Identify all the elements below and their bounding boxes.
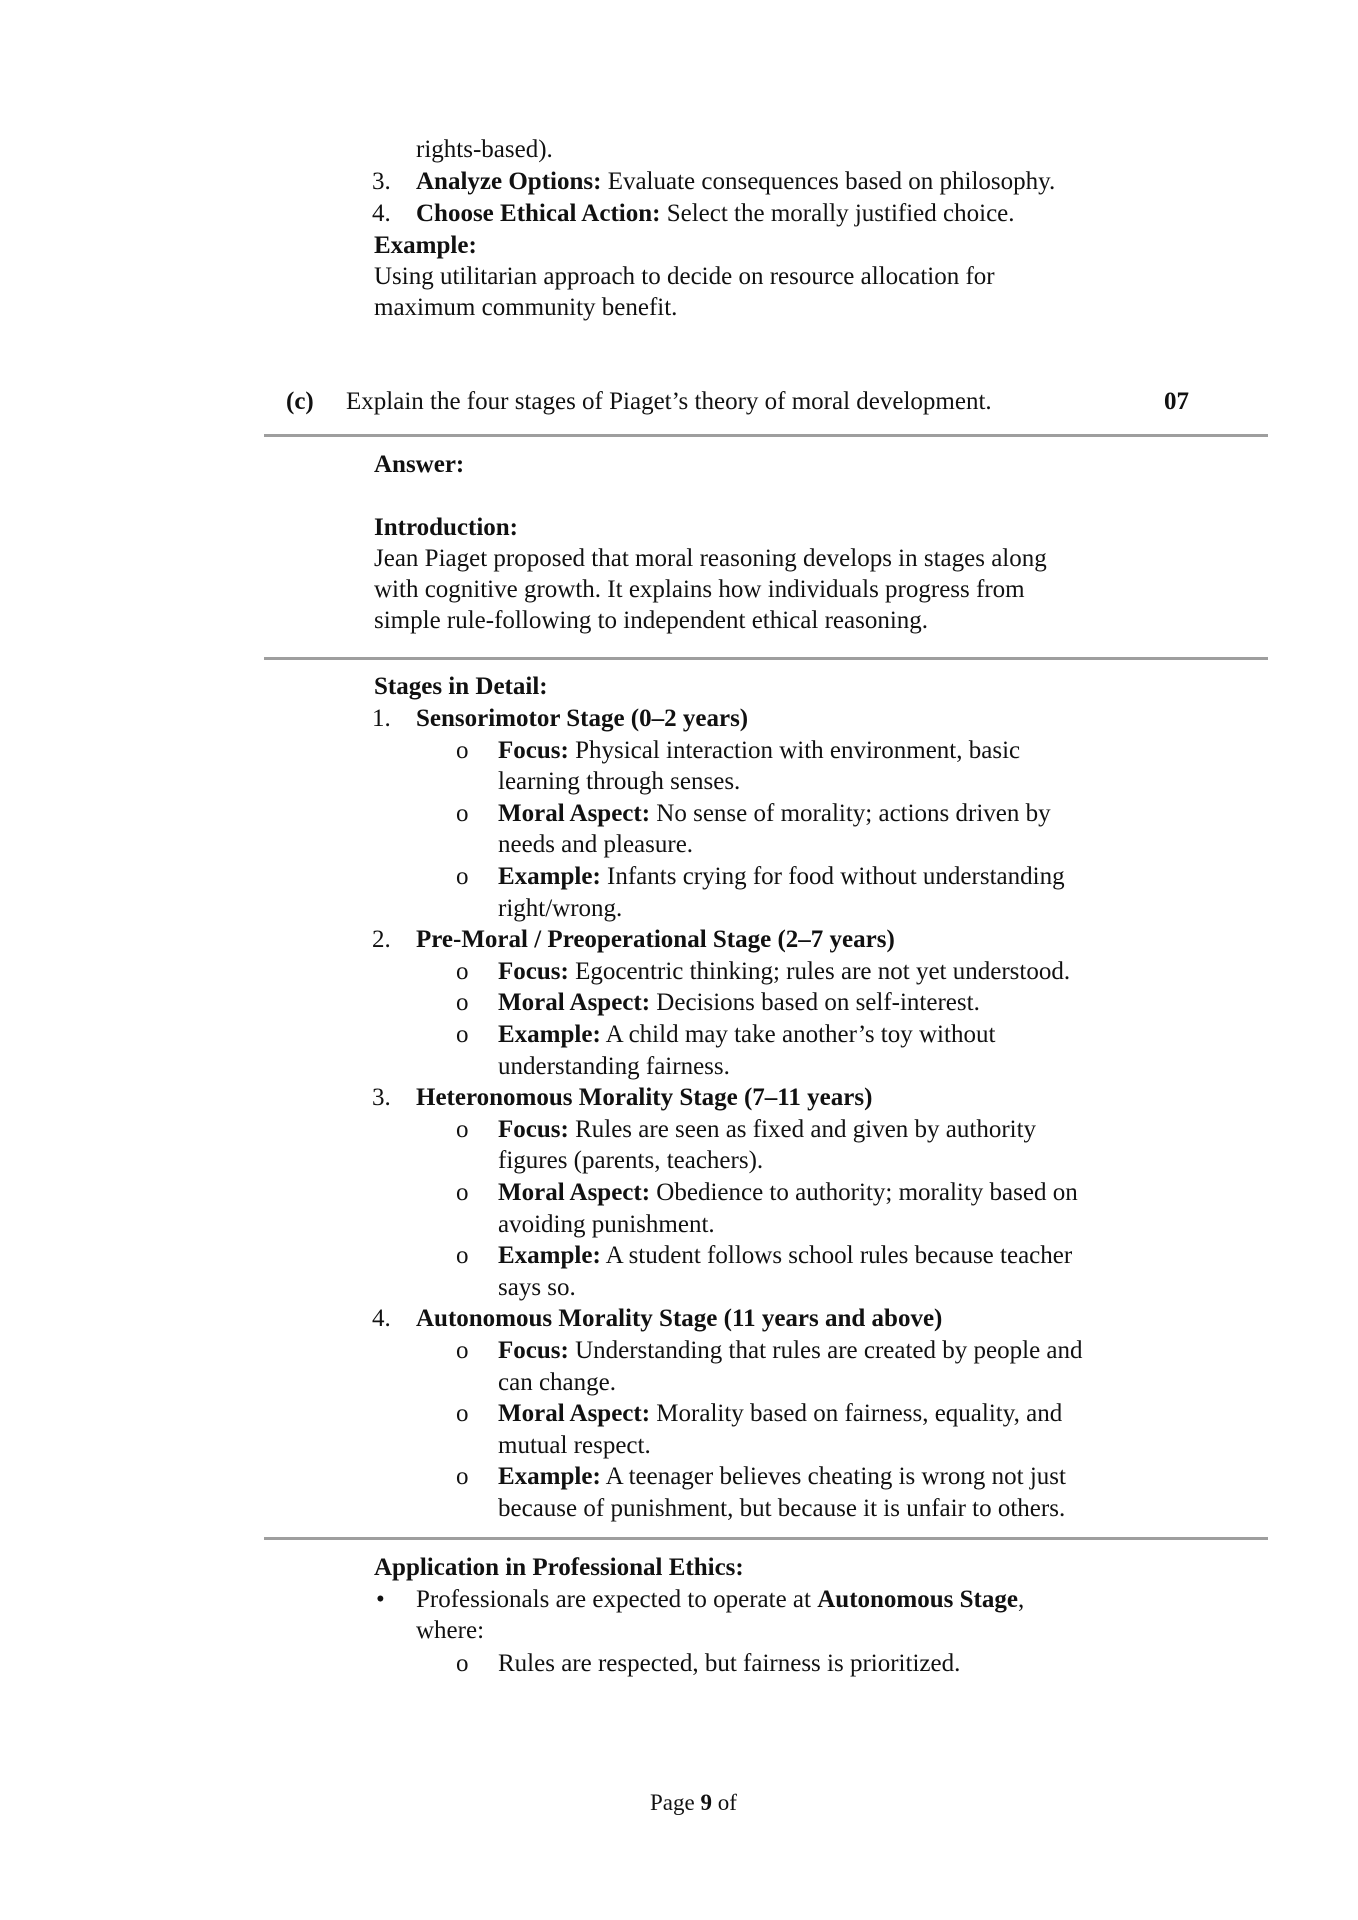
step-4: [372, 198, 391, 230]
sub-bullet: o: [456, 1400, 469, 1428]
step-label: Choose Ethical Action:: [416, 200, 661, 227]
point-text: No sense of morality; actions driven by: [650, 799, 1051, 827]
answer-heading: Answer:: [374, 451, 465, 478]
application-punct: ,: [1017, 1586, 1025, 1613]
point-text: Rules are seen as fixed and given by authority: [568, 1115, 1037, 1143]
point-label: Example:: [498, 1021, 601, 1048]
question-label: (c): [286, 388, 314, 415]
point-text: Understanding that rules are created by people and: [568, 1337, 1083, 1364]
step-body: Select the morally justified choice.: [660, 200, 1015, 227]
sub-bullet: o: [456, 1115, 469, 1143]
point-text: A child may take another’s toy without: [600, 1021, 996, 1048]
example-line-2: maximum community benefit.: [374, 294, 678, 321]
stage-number: 1.: [372, 705, 391, 732]
page-footer: [650, 1787, 737, 1819]
sub-bullet: o: [456, 1021, 469, 1048]
sub-bullet: o: [456, 1650, 469, 1677]
point-label: Moral Aspect:: [498, 1179, 651, 1206]
sub-bullet: o: [456, 989, 469, 1017]
stage-title: Autonomous Morality Stage (11 years and above): [416, 1305, 943, 1333]
step-body: Evaluate consequences based on philosophy.: [601, 168, 1056, 195]
point-text: Morality based on fairness, equality, and: [650, 1400, 1063, 1428]
intro-line-3: simple rule-following to independent ethical reasoning.: [374, 607, 929, 634]
stage-point: [498, 987, 980, 1019]
stages-heading: Stages in Detail:: [374, 673, 548, 700]
stage-point: [498, 798, 1051, 830]
stage-number: 3.: [372, 1084, 391, 1112]
point-text: Physical interaction with environment, basic: [568, 736, 1021, 764]
point-label: Moral Aspect:: [498, 1400, 651, 1428]
divider: [264, 657, 1268, 660]
stage-point-cont: figures (parents, teachers).: [498, 1147, 764, 1175]
point-label: Focus:: [498, 957, 569, 985]
application-point-cont: where:: [416, 1617, 485, 1644]
point-label: Focus:: [498, 736, 569, 764]
stage-number: 2.: [372, 926, 391, 954]
step-3: [372, 166, 391, 198]
point-label: Moral Aspect:: [498, 799, 651, 827]
application-sub-point: Rules are respected, but fairness is prioritized.: [498, 1650, 961, 1677]
point-label: Example:: [498, 1463, 601, 1491]
page-suffix: of: [711, 1790, 737, 1815]
sub-bullet: o: [456, 736, 469, 764]
stage-point: [498, 1240, 1072, 1272]
application-point: [416, 1584, 1024, 1616]
stage-point: [498, 1398, 1062, 1430]
sub-bullet: o: [456, 1242, 469, 1270]
point-text: Obedience to authority; morality based on: [650, 1179, 1078, 1206]
sub-bullet: o: [456, 1337, 469, 1364]
stage-title: Pre-Moral / Preoperational Stage (2–7 years): [416, 926, 895, 954]
intro-line-1: Jean Piaget proposed that moral reasoning develops in stages along: [374, 545, 1047, 572]
step-3-text: [416, 166, 1055, 198]
stage-point: [498, 861, 1065, 893]
question-text: Explain the four stages of Piaget’s theory of moral development.: [346, 388, 992, 415]
stage-point-cont: mutual respect.: [498, 1431, 651, 1459]
stage-point: [498, 1335, 1083, 1367]
point-label: Focus:: [498, 1337, 569, 1364]
point-text: Decisions based on self-interest.: [650, 989, 980, 1017]
introduction-heading: Introduction:: [374, 514, 519, 541]
sub-bullet: o: [456, 799, 469, 827]
stage-point: [498, 1177, 1078, 1209]
divider: [264, 434, 1268, 437]
point-text: Infants crying for food without understanding: [600, 863, 1065, 890]
stage-number: 4.: [372, 1305, 391, 1333]
stage-point-cont: right/wrong.: [498, 894, 623, 922]
stage-point: [498, 1114, 1036, 1146]
stage-point-cont: avoiding punishment.: [498, 1210, 715, 1238]
example-heading: [374, 230, 477, 262]
divider: [264, 1537, 1268, 1540]
point-label: Example:: [498, 1242, 601, 1270]
example-line-1: Using utilitarian approach to decide on resource allocation for: [374, 263, 995, 290]
page-prefix: Page: [650, 1790, 701, 1815]
stage-point: [498, 1019, 995, 1051]
point-text: Egocentric thinking; rules are not yet understood.: [568, 957, 1071, 985]
application-bold-text: Autonomous Stage: [817, 1586, 1018, 1613]
page-number: 9: [700, 1790, 712, 1815]
stage-point: [498, 735, 1020, 767]
point-text: A teenager believes cheating is wrong not just: [600, 1463, 1066, 1491]
sub-bullet: o: [456, 1179, 469, 1206]
continuation-text: rights-based).: [416, 136, 553, 163]
stage-point: [498, 1461, 1066, 1493]
stage-point-cont: can change.: [498, 1368, 616, 1396]
stage-point-cont: understanding fairness.: [498, 1052, 730, 1080]
step-4-text: [416, 198, 1015, 230]
stage-point-cont: needs and pleasure.: [498, 831, 694, 859]
point-label: Focus:: [498, 1115, 569, 1143]
stage-point-cont: because of punishment, but because it is unfair to others.: [498, 1495, 1066, 1522]
stage-title: Heteronomous Morality Stage (7–11 years): [416, 1084, 873, 1112]
application-heading: Application in Professional Ethics:: [374, 1554, 744, 1581]
bullet-dot: •: [376, 1586, 385, 1613]
question-marks: 07: [1164, 388, 1189, 415]
stage-point-cont: says so.: [498, 1273, 576, 1301]
sub-bullet: o: [456, 957, 469, 985]
stage-point: [498, 956, 1070, 988]
point-label: Example:: [498, 863, 601, 890]
example-label: Example:: [374, 232, 477, 259]
sub-bullet: o: [456, 1463, 469, 1491]
step-number: 3.: [372, 168, 391, 195]
intro-line-2: with cognitive growth. It explains how individuals progress from: [374, 576, 1025, 603]
stage-point-cont: learning through senses.: [498, 768, 741, 796]
step-number: 4.: [372, 200, 391, 227]
step-label: Analyze Options:: [416, 168, 602, 195]
application-text: Professionals are expected to operate at: [416, 1586, 818, 1613]
sub-bullet: o: [456, 863, 469, 890]
point-label: Moral Aspect:: [498, 989, 651, 1017]
point-text: A student follows school rules because teacher: [600, 1242, 1073, 1270]
stage-title: Sensorimotor Stage (0–2 years): [416, 705, 749, 732]
